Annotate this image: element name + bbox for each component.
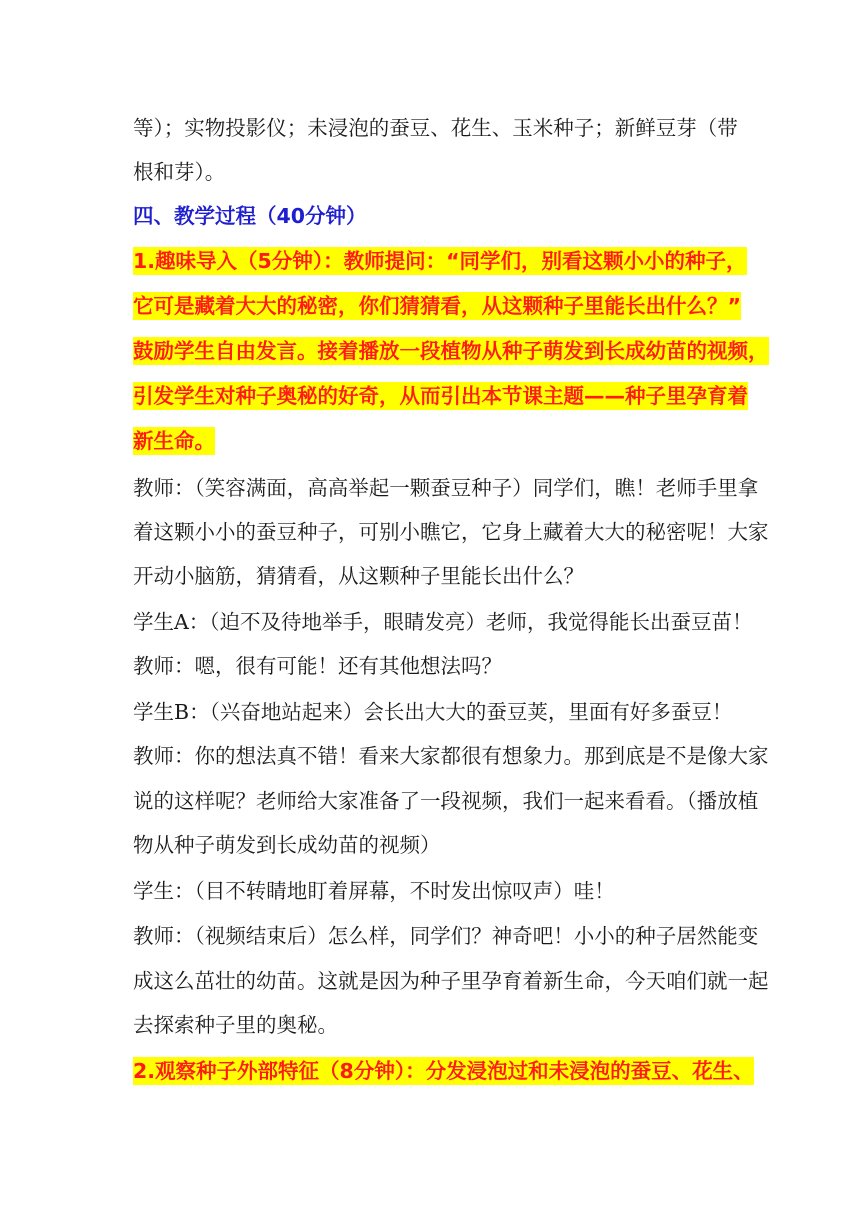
- dialogue-line: 成这么茁壮的幼苗。这就是因为种子里孕育着新生命，今天咱们就一起: [133, 969, 769, 993]
- dialogue-line: 开动小脑筋，猜猜看，从这颗种子里能长出什么？: [133, 564, 584, 588]
- dialogue-line: 去探索种子里的奥秘。: [133, 1013, 338, 1037]
- intro-line: 根和芽）。: [133, 160, 226, 184]
- step2-line: 2.观察种子外部特征（8分钟）：分发浸泡过和未浸泡的蚕豆、花生、: [133, 1059, 754, 1083]
- dialogue-line: 学生：（目不转睛地盯着屏幕，不时发出惊叹声）哇！: [133, 879, 615, 903]
- dialogue-line: 说的这样呢？老师给大家准备了一段视频，我们一起来看看。（播放植: [133, 789, 759, 813]
- dialogue-line: 教师：（笑容满面，高高举起一颗蚕豆种子）同学们，瞧！老师手里拿: [133, 476, 759, 500]
- intro-line: 等）；实物投影仪；未浸泡的蚕豆、花生、玉米种子；新鲜豆芽（带: [133, 116, 738, 140]
- step1-line: 1.趣味导入（5分钟）：教师提问：“同学们，别看这颗小小的种子，: [133, 249, 747, 273]
- section-heading: 四、教学过程（40分钟）: [133, 204, 367, 228]
- step1-line: 引发学生对种子奥秘的好奇，从而引出本节课主题——种子里孕育着: [133, 384, 748, 408]
- step1-line: 新生命。: [133, 429, 215, 453]
- dialogue-line: 学生B：（兴奋地站起来）会长出大大的蚕豆荚，里面有好多蚕豆！: [133, 700, 733, 724]
- dialogue-line: 学生A：（迫不及待地举手，眼睛发亮）老师，我觉得能长出蚕豆苗！: [133, 610, 753, 634]
- dialogue-line: 教师：你的想法真不错！看来大家都很有想象力。那到底是不是像大家: [133, 744, 769, 768]
- dialogue-line: 教师：（视频结束后）怎么样，同学们？神奇吧！小小的种子居然能变: [133, 924, 759, 948]
- step1-line: 它可是藏着大大的秘密，你们猜猜看，从这颗种子里能长出什么？”: [133, 294, 741, 318]
- step1-line: 鼓励学生自由发言。接着播放一段植物从种子萌发到长成幼苗的视频，: [133, 339, 769, 363]
- dialogue-line: 教师：嗯，很有可能！还有其他想法吗？: [133, 654, 502, 678]
- dialogue-line: 着这颗小小的蚕豆种子，可别小瞧它，它身上藏着大大的秘密呢！大家: [133, 520, 769, 544]
- dialogue-line: 物从种子萌发到长成幼苗的视频）: [133, 833, 441, 857]
